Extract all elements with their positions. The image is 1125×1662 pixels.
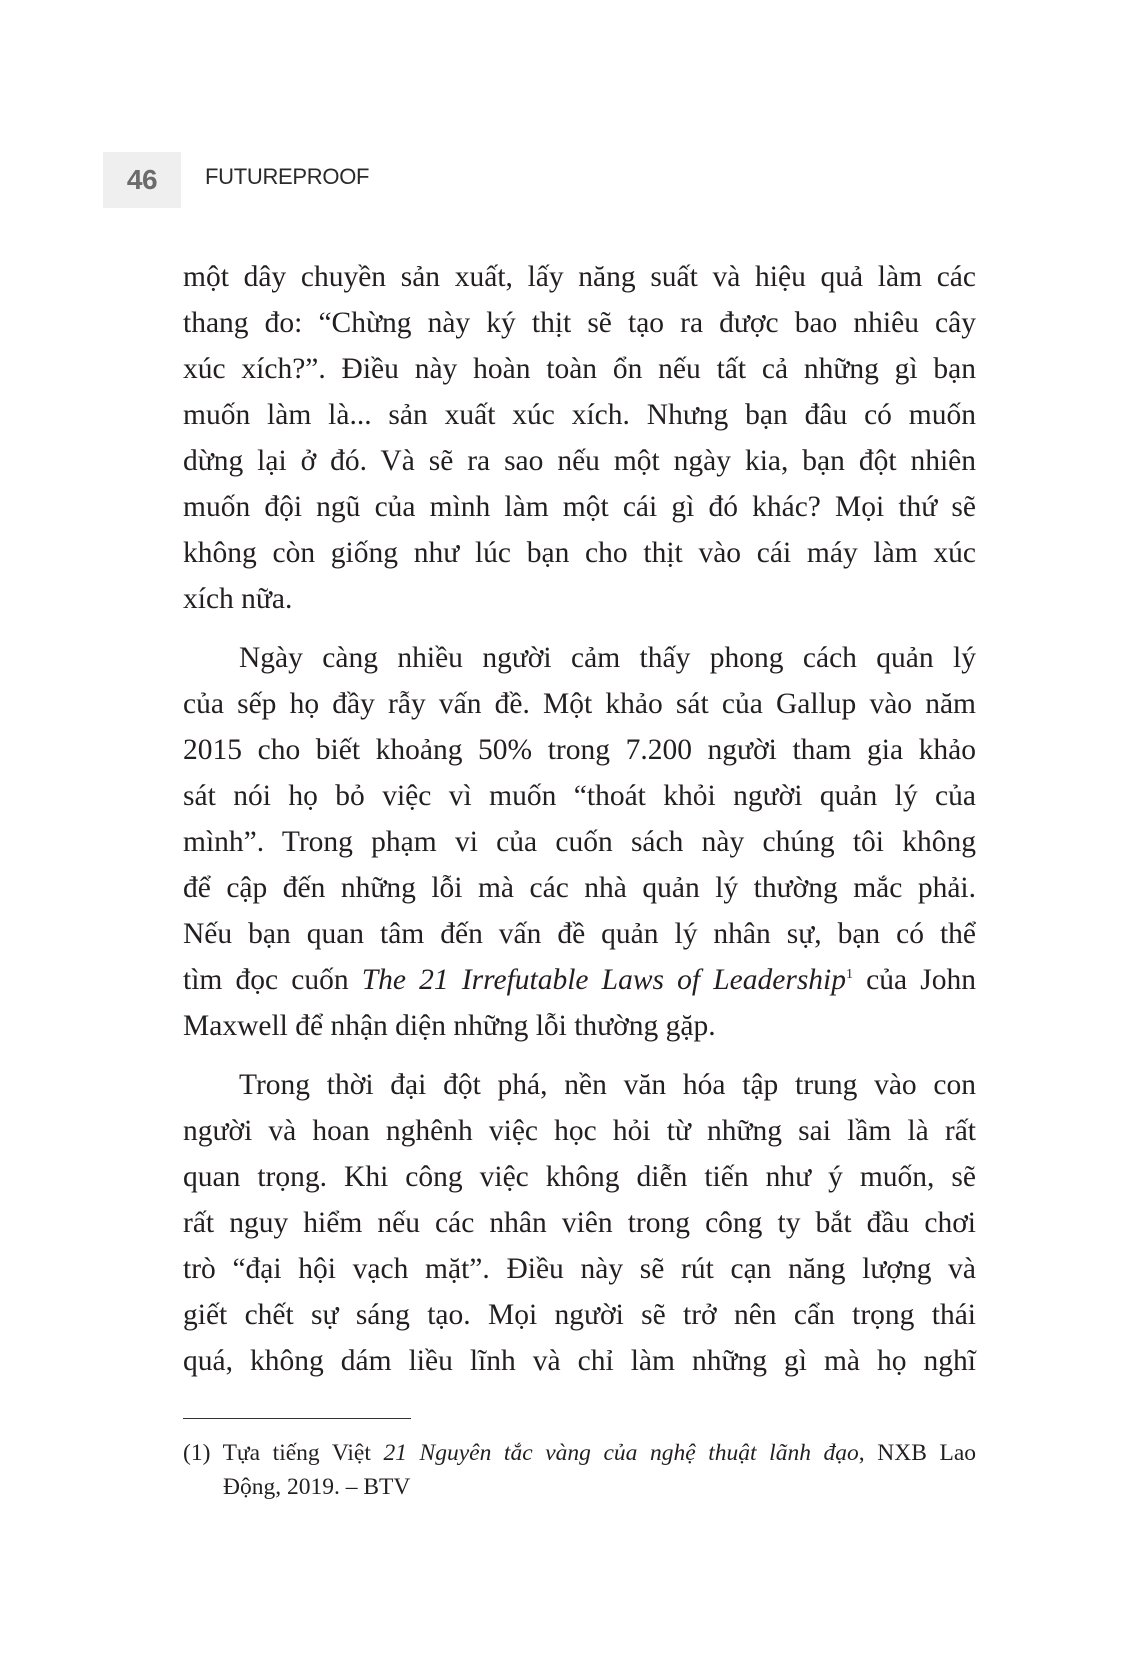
page-number: 46	[126, 164, 158, 195]
text-line: của sếp họ đầy rẫy vấn đề. Một khảo sát của Gallup vào năm	[183, 688, 976, 720]
footnote-divider	[183, 1418, 411, 1419]
text-line: để cập đến những lỗi mà các nhà quản lý thường mắc phải.	[183, 872, 976, 904]
text-line: xúc xích?”. Điều này hoàn toàn ổn nếu tất cả những gì bạn	[183, 353, 976, 385]
text-line: người và hoan nghênh việc học hỏi từ những sai lầm là rất	[183, 1115, 976, 1147]
text-line: xích nữa.	[183, 583, 293, 615]
page-number-box	[103, 152, 181, 208]
text-line: muốn làm là... sản xuất xúc xích. Nhưng bạn đâu có muốn	[183, 399, 976, 431]
paragraph	[183, 254, 976, 622]
text-line: một dây chuyền sản xuất, lấy năng suất và hiệu quả làm các	[183, 261, 976, 293]
text-run: tìm đọc cuốn	[183, 964, 362, 996]
text-line: dừng lại ở đó. Và sẽ ra sao nếu một ngày kia, bạn đột nhiên	[183, 445, 976, 477]
running-head: FUTUREPROOF	[205, 164, 370, 189]
paragraph	[183, 1062, 976, 1384]
footnote-marker: (1)	[183, 1440, 211, 1466]
footnote-ref[interactable]: 1	[846, 967, 854, 982]
text-run: của John	[853, 964, 976, 996]
text-line-with-citation	[183, 957, 976, 1003]
text-line: 2015 cho biết khoảng 50% trong 7.200 người tham gia khảo	[183, 734, 976, 766]
text-line: thang đo: “Chừng này ký thịt sẽ tạo ra được bao nhiêu cây	[183, 307, 976, 339]
book-title: The 21 Irrefutable Laws of Leadership	[361, 964, 847, 996]
text-line: rất nguy hiểm nếu các nhân viên trong công ty bắt đầu chơi	[183, 1207, 976, 1239]
text-run: Tựa tiếng Việt	[210, 1440, 384, 1466]
footnote	[183, 1436, 976, 1504]
body-text	[183, 254, 976, 1384]
text-line: không còn giống như lúc bạn cho thịt vào cái máy làm xúc	[183, 537, 976, 569]
paragraph	[183, 635, 976, 1049]
text-line: giết chết sự sáng tạo. Mọi người sẽ trở nên cẩn trọng thái	[183, 1299, 976, 1331]
text-line: muốn đội ngũ của mình làm một cái gì đó khác? Mọi thứ sẽ	[183, 491, 976, 523]
text-line: Ngày càng nhiều người cảm thấy phong cách quản lý	[239, 642, 976, 674]
text-line: Maxwell để nhận diện những lỗi thường gặp.	[183, 1010, 716, 1042]
text-line: trò “đại hội vạch mặt”. Điều này sẽ rút cạn năng lượng và	[183, 1253, 976, 1285]
text-run: , NXB Lao	[858, 1440, 976, 1466]
text-line: Nếu bạn quan tâm đến vấn đề quản lý nhân sự, bạn có thể	[183, 918, 976, 950]
footnote-line	[183, 1436, 976, 1470]
text-line: quan trọng. Khi công việc không diễn tiến như ý muốn, sẽ	[183, 1161, 976, 1193]
translated-title: 21 Nguyên tắc vàng của nghệ thuật lãnh đạo	[383, 1440, 859, 1466]
text-line: quá, không dám liều lĩnh và chỉ làm những gì mà họ nghĩ	[183, 1345, 976, 1377]
footnote-line: Động, 2019. – BTV	[223, 1474, 411, 1500]
text-line: mình”. Trong phạm vi của cuốn sách này chúng tôi không	[183, 826, 976, 858]
text-line: Trong thời đại đột phá, nền văn hóa tập trung vào con	[239, 1069, 976, 1101]
text-line: sát nói họ bỏ việc vì muốn “thoát khỏi người quản lý của	[183, 780, 976, 812]
